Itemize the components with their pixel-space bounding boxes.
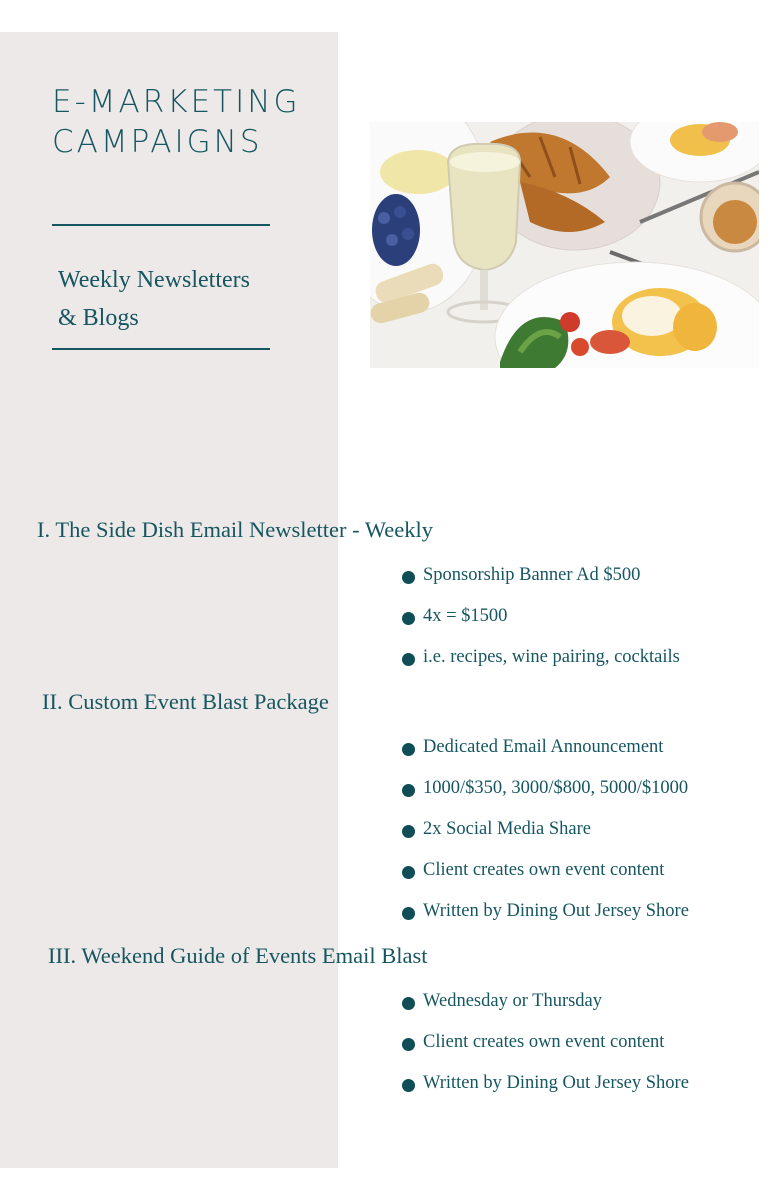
brunch-photo bbox=[370, 122, 759, 368]
divider-top bbox=[52, 224, 270, 226]
section-heading-weekend-guide: III. Weekend Guide of Events Email Blast bbox=[48, 943, 428, 968]
section-list-newsletter bbox=[402, 565, 680, 688]
list-item-text: i.e. recipes, wine pairing, cocktails bbox=[423, 647, 680, 667]
list-item bbox=[402, 819, 689, 860]
list-item-text: Dedicated Email Announcement bbox=[423, 737, 664, 757]
title-line-2: CAMPAIGNS bbox=[52, 124, 263, 160]
bullet-icon bbox=[402, 1038, 415, 1051]
subtitle-line-1: Weekly Newsletters bbox=[58, 267, 250, 293]
section-heading-newsletter: I. The Side Dish Email Newsletter - Weekly bbox=[37, 517, 434, 542]
list-item bbox=[402, 606, 680, 647]
bullet-icon bbox=[402, 653, 415, 666]
bullet-icon bbox=[402, 1079, 415, 1092]
bullet-icon bbox=[402, 997, 415, 1010]
list-item bbox=[402, 778, 689, 819]
list-item-text: Sponsorship Banner Ad $500 bbox=[423, 565, 641, 585]
subtitle-line-2: & Blogs bbox=[58, 305, 139, 331]
bullet-icon bbox=[402, 825, 415, 838]
list-item-text: Wednesday or Thursday bbox=[423, 991, 603, 1011]
bullet-icon bbox=[402, 907, 415, 920]
divider-bottom bbox=[52, 348, 270, 350]
section-list-weekend-guide bbox=[402, 991, 689, 1114]
title-line-1: E-MARKETING bbox=[52, 84, 301, 120]
list-item bbox=[402, 1073, 689, 1114]
list-item bbox=[402, 1032, 689, 1073]
list-item-text: Client creates own event content bbox=[423, 860, 665, 880]
section-heading-custom-event: II. Custom Event Blast Package bbox=[42, 689, 329, 714]
bullet-icon bbox=[402, 866, 415, 879]
section-list-custom-event bbox=[402, 737, 689, 942]
list-item bbox=[402, 647, 680, 688]
bullet-icon bbox=[402, 612, 415, 625]
list-item bbox=[402, 991, 689, 1032]
list-item bbox=[402, 737, 689, 778]
bullet-icon bbox=[402, 784, 415, 797]
list-item bbox=[402, 565, 680, 606]
side-panel bbox=[0, 32, 338, 1168]
page-title bbox=[52, 82, 300, 162]
bullet-icon bbox=[402, 571, 415, 584]
bullet-icon bbox=[402, 743, 415, 756]
subtitle bbox=[58, 261, 250, 337]
list-item-text: 4x = $1500 bbox=[423, 606, 508, 626]
list-item-text: Written by Dining Out Jersey Shore bbox=[423, 1073, 689, 1093]
list-item-text: Client creates own event content bbox=[423, 1032, 665, 1052]
list-item-text: 2x Social Media Share bbox=[423, 819, 591, 839]
list-item bbox=[402, 860, 689, 901]
list-item-text: 1000/$350, 3000/$800, 5000/$1000 bbox=[423, 778, 689, 798]
list-item bbox=[402, 901, 689, 942]
list-item-text: Written by Dining Out Jersey Shore bbox=[423, 901, 689, 921]
